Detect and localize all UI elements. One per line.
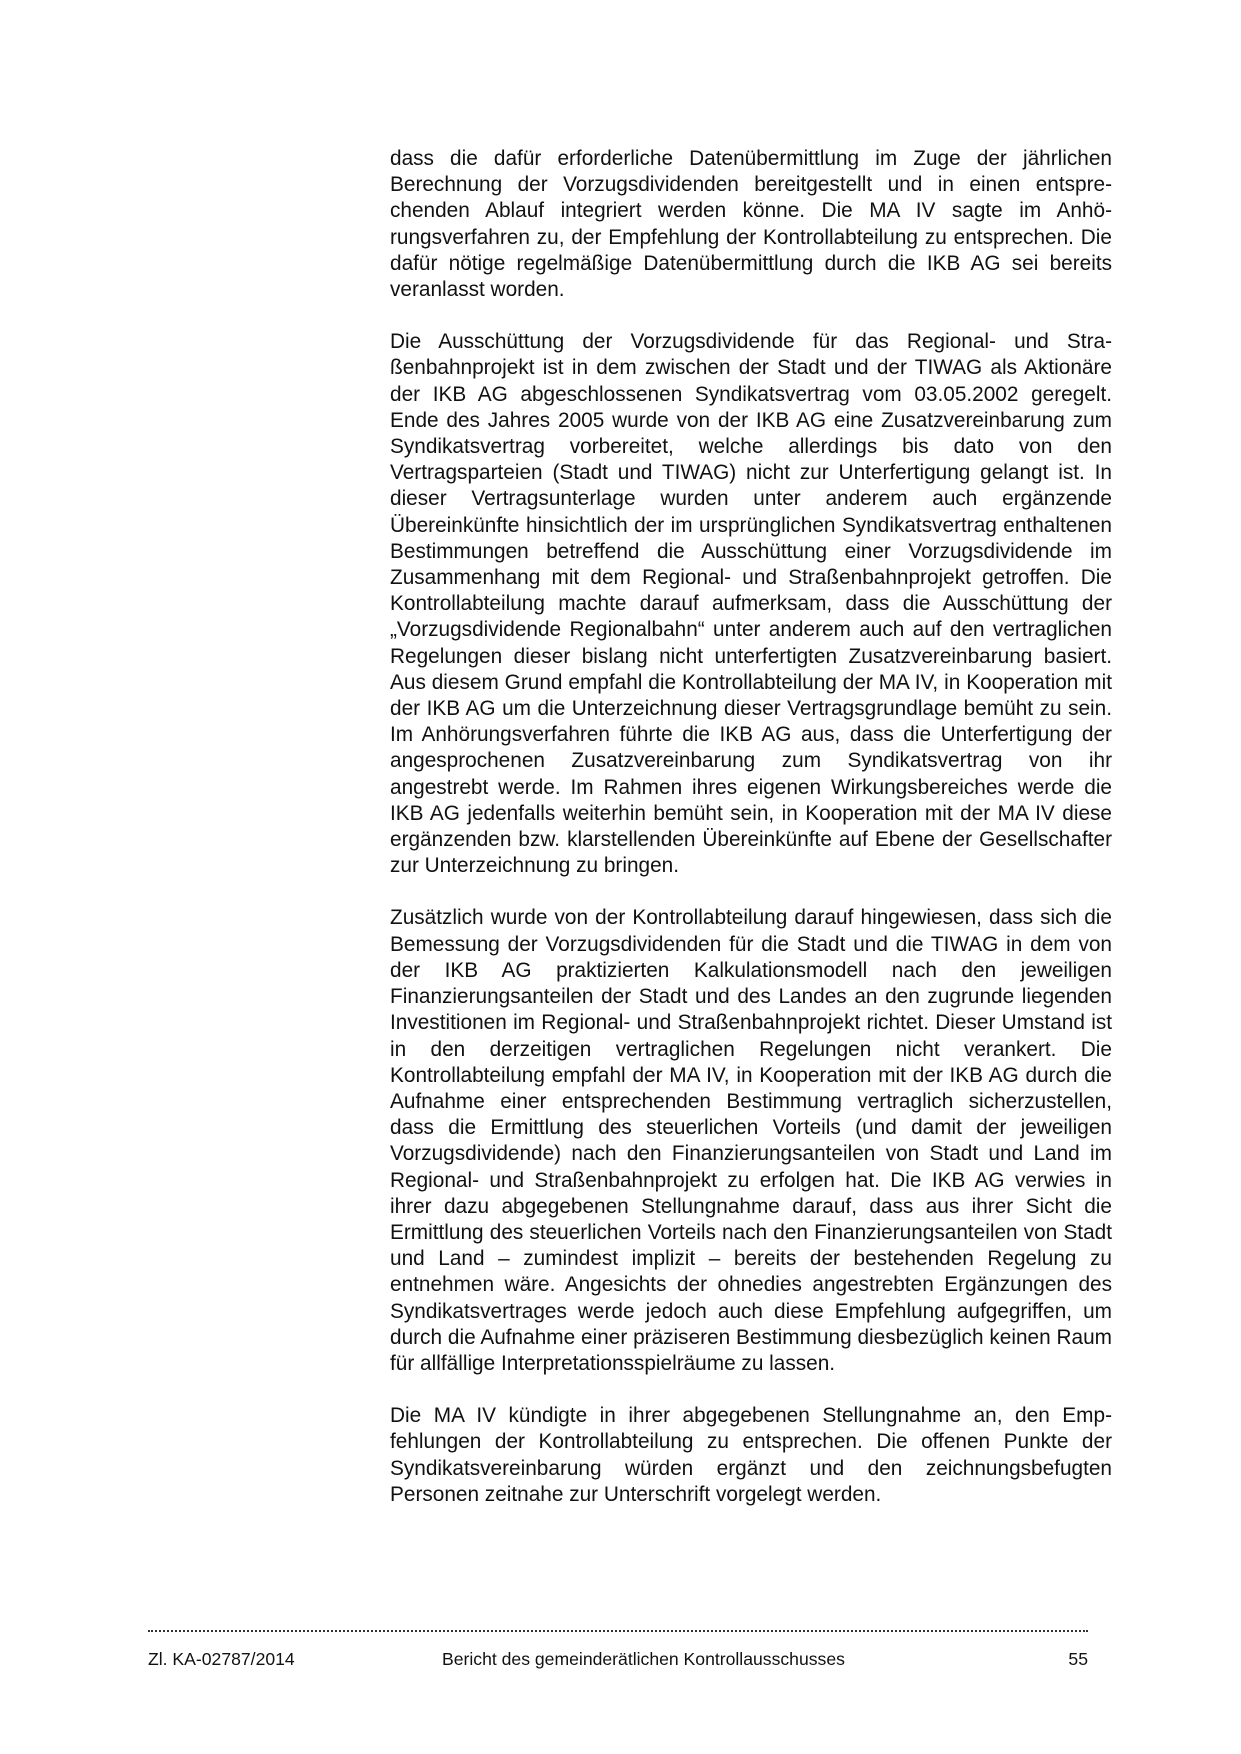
paragraph-ma-iv-statement: Die MA IV kündigte in ihrer abgegebenen Stellungnahme an, den Empfehlungen der Kontrollabteilung zu entsprechen. Die offenen Punkte der Syndikatsvereinbarung würden ergänzt und den zeichnungsbefugten Personen zeitnahe zur Unterschrift vorgelegt werden. [390, 1404, 1112, 1506]
report-body [390, 146, 1112, 1534]
paragraph-data-transmission: dass die dafür erforderliche Datenübermittlung im Zuge der jährlichen Berechnung der Vorzugsdividenden bereitgestellt und in einen entsprechenden Ablauf integriert werden könne. Die MA IV sagte im Anhörungsverfahren zu, der Empfehlung der Kontrollabteilung zu entsprechen. Die dafür nötige regelmäßige Datenübermittlung durch die IKB AG sei bereits veranlasst worden. [390, 147, 1112, 302]
paragraph-syndicate-agreement: Die Ausschüttung der Vorzugsdividende für das Regional- und Straßenbahnprojekt ist in dem zwischen der Stadt und der TIWAG als Aktionäre der IKB AG abgeschlossenen Syndikatsvertrag vom 03.05.2002 geregelt. Ende des Jahres 2005 wurde von der IKB AG eine Zusatzvereinbarung zum Syndikatsvertrag vorbereitet, welche allerdings bis dato von den Vertragsparteien (Stadt und TIWAG) nicht zur Unterfertigung gelangt ist. In dieser Vertragsunterlage wurden unter anderem auch ergänzende Übereinkünfte hinsichtlich der im ursprünglichen Syndikatsvertrag enthaltenen Bestimmungen betreffend die Ausschüttung einer Vorzugsdividende im Zusammenhang mit dem Regional- und Straßenbahnprojekt getroffen. Die Kontrollabteilung machte darauf aufmerksam, dass die Ausschüttung der „Vorzugsdividende Regionalbahn“ unter anderem auch auf den vertraglichen Regelungen dieser bislang nicht unterfertigten Zusatzvereinbarung basiert. Aus diesem Grund empfahl die Kontrollabteilung der MA IV, in Kooperation mit der IKB AG um die Unterzeichnung dieser Vertragsgrundlage bemüht zu sein. Im Anhörungsverfahren führte die IKB AG aus, dass die Unterfertigung der angesprochenen Zusatzvereinbarung zum Syndikatsvertrag von ihr angestrebt werde. Im Rahmen ihres eigenen Wirkungsbereiches werde die IKB AG jedenfalls weiterhin bemüht sein, in Kooperation mit der MA IV diese ergänzenden bzw. klarstellenden Übereinkünfte auf Ebene der Gesellschafter zur Unterzeichnung zu bringen. [390, 330, 1112, 878]
document-reference: Zl. KA-02787/2014 [148, 1649, 295, 1669]
footer-divider [148, 1630, 1088, 1632]
paragraph-dividend-calculation: Zusätzlich wurde von der Kontrollabteilung darauf hingewiesen, dass sich die Bemessung der Vorzugsdividenden für die Stadt und die TIWAG in dem von der IKB AG praktizierten Kalkulationsmodell nach den jeweiligen Finanzierungsanteilen der Stadt und des Landes an den zugrunde liegenden Investitionen im Regional- und Straßenbahnprojekt richtet. Dieser Umstand ist in den derzeitigen vertraglichen Regelungen nicht verankert. Die Kontrollabteilung empfahl der MA IV, in Kooperation mit der IKB AG durch die Aufnahme einer entsprechenden Bestimmung vertraglich sicherzustellen, dass die Ermittlung des steuerlichen Vorteils (und damit der jeweiligen Vorzugsdividende) nach den Finanzierungsanteilen von Stadt und Land im Regional- und Straßenbahnprojekt zu erfolgen hat. Die IKB AG verwies in ihrer dazu abgegebenen Stellungnahme darauf, dass aus ihrer Sicht die Ermittlung des steuerlichen Vorteils nach den Finanzierungsanteilen von Stadt und Land – zumindest implizit – bereits der bestehenden Regelung zu entnehmen wäre. Angesichts der ohnedies angestrebten Ergänzungen des Syndikatsvertrages werde jedoch auch diese Empfehlung aufgegriffen, um durch die Aufnahme einer präziseren Bestimmung diesbezüglich keinen Raum für allfällige Interpretationsspielräume zu lassen. [390, 906, 1112, 1375]
report-title: Bericht des gemeinderätlichen Kontrollausschusses [442, 1649, 845, 1669]
page-number: 55 [1068, 1649, 1088, 1669]
